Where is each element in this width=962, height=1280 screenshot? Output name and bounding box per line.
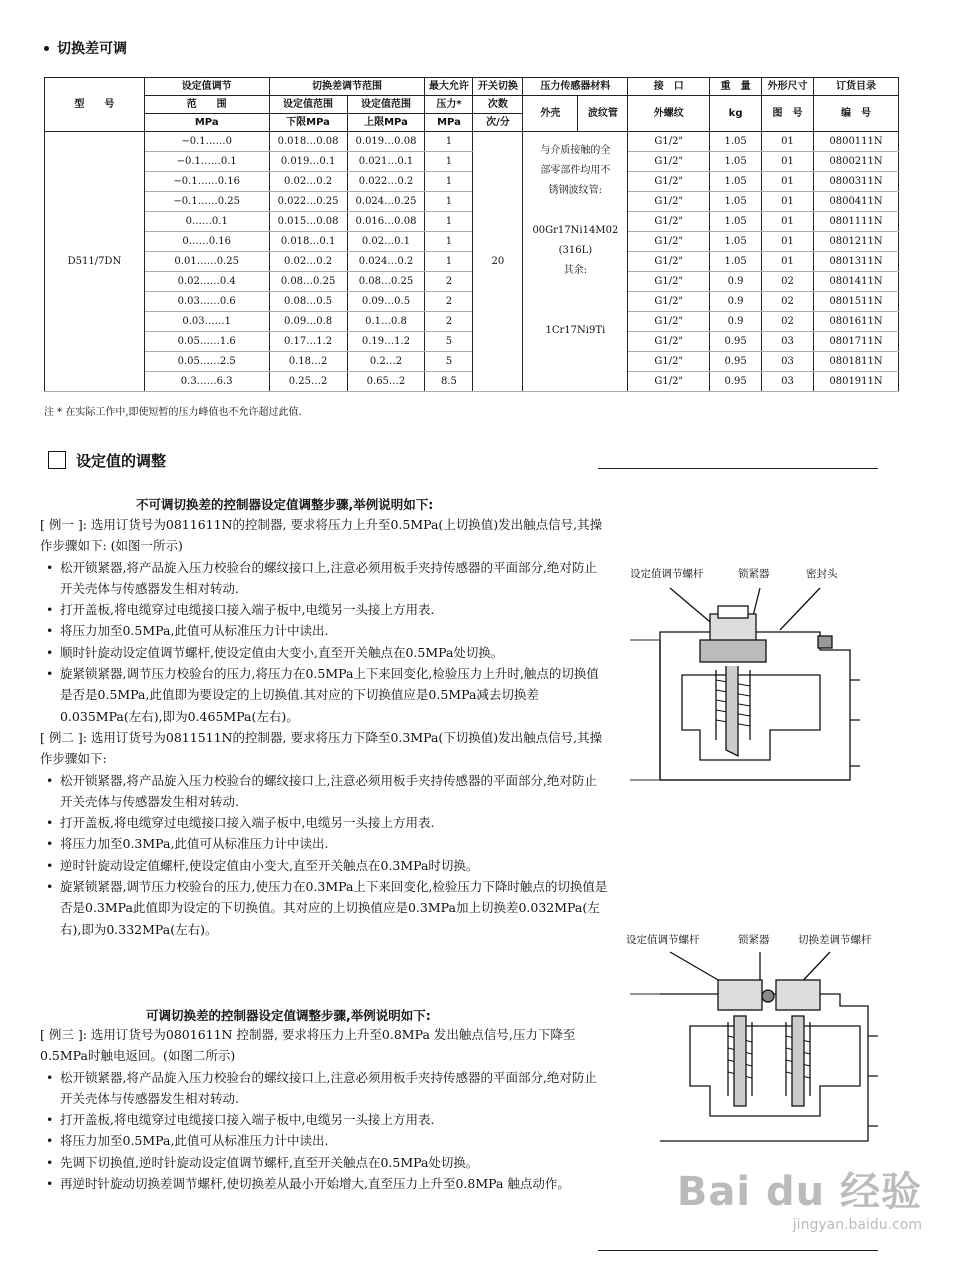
cell-order-no: 0801711N — [814, 332, 899, 352]
material-line: 与介质接触的全 — [540, 145, 611, 156]
cell-max-pressure: 8.5 — [425, 372, 473, 392]
procedure-block-1 — [40, 514, 608, 940]
cell-order-no: 0801211N — [814, 232, 899, 252]
cell-set-range: 0.05……1.6 — [144, 332, 269, 352]
step-item: • 松开锁紧器,将产品旋入压力校验台的螺纹接口上,注意必须用板手夹持传感器的平面部分,绝对防止开关壳体与传感器发生相对转动. — [40, 1067, 608, 1110]
cell-order-no: 0800311N — [814, 172, 899, 192]
cell-max-pressure: 1 — [425, 252, 473, 272]
figure-2 — [620, 928, 895, 1153]
cell-set-range: 0.03……1 — [144, 312, 269, 332]
table-row — [45, 312, 899, 332]
checkbox-icon — [48, 451, 66, 469]
table-row — [45, 372, 899, 392]
cell-diff-high: 0.08…0.25 — [347, 272, 425, 292]
step-item: • 松开锁紧器,将产品旋入压力校验台的螺纹接口上,注意必须用板手夹持传感器的平面部分,绝对防止开关壳体与传感器发生相对转动. — [40, 557, 608, 600]
step-item: • 先调下切换值,逆时针旋动设定值调节螺杆,直至开关触点在0.5MPa处切换。 — [40, 1152, 608, 1173]
cell-port: G1/2" — [628, 192, 710, 212]
cell-max-pressure: 1 — [425, 232, 473, 252]
step-item: • 打开盖板,将电缆穿过电缆接口接入端子板中,电缆另一头接上方用表. — [40, 599, 608, 620]
step-item: • 打开盖板,将电缆穿过电缆接口接入端子板中,电缆另一头接上方用表. — [40, 1109, 608, 1130]
subheading-1: 不可调切换差的控制器设定值调整步骤,举例说明如下: — [136, 497, 434, 512]
cell-max-pressure: 2 — [425, 312, 473, 332]
cell-dim: 01 — [762, 192, 814, 212]
cell-diff-low: 0.08…0.5 — [269, 292, 347, 312]
cell-set-range: 0.02……0.4 — [144, 272, 269, 292]
fig2-label-set-screw: 设定值调节螺杆 — [626, 934, 700, 946]
material-line: 1Cr17Ni9Ti — [545, 325, 606, 336]
subheading-2: 可调切换差的控制器设定值调整步骤,举例说明如下: — [146, 1008, 431, 1023]
cell-set-range: −0.1……0.1 — [144, 152, 269, 172]
cell-set-range: −0.1……0.16 — [144, 172, 269, 192]
cell-dim: 02 — [762, 272, 814, 292]
cell-port: G1/2" — [628, 152, 710, 172]
cell-dim: 01 — [762, 232, 814, 252]
cell-max-pressure: 1 — [425, 192, 473, 212]
cell-order-no: 0801811N — [814, 352, 899, 372]
watermark-url: jingyan.baidu.com — [792, 1217, 922, 1233]
cell-dim: 01 — [762, 132, 814, 152]
procedure-block-2 — [40, 1024, 608, 1194]
cell-dim: 03 — [762, 332, 814, 352]
fig1-label-lock: 锁紧器 — [738, 568, 770, 580]
cell-dim: 02 — [762, 292, 814, 312]
table-row — [45, 292, 899, 312]
cell-order-no: 0800211N — [814, 152, 899, 172]
spec-table: 型 号 设定值调节 切换差调节范围 最大允许 开关切换 压力传感器材料 接 口 重 量 外形尺寸 订货目录 范 围 设定值范围 设定值范围 压力* 次数 外壳 波纹管 外螺纹 kg 图 号 编 号 MPa 下限MPa 上限MPa MPa 次/分 D511/7DN −0.1……0 0.018…0.08 0.019…0.08 1 20 与介质接触的全 部零部件均用不 锈钢波纹管: 00Gr17Ni14M02 (316L) 其余: 1Cr17Ni9Ti G1/2" 1.05 01 0800111N −0.1……0.1 0.019…0.1 0.021…0.1 1 G1/2" 1.05 01 0800211N −0.1……0.16 0.02…0.2 0.022…0.2 1 G1/2" 1.05 01 0800311N −0.1……0.25 0.022…0.25 0.024…0.25 1 G1/2" 1.05 01 0800411N 0……0.1 0.015…0.08 0.016…0.08 1 G1/2" 1.05 01 0801111N 0……0.16 0.018…0.1 0.02…0.1 1 G1/2" 1.05 01 0801211N 0.01……0.25 0.02…0.2 0.024…0.2 1 G1/2" 1.05 01 0801311N 0.02……0.4 0.08…0.25 0.08…0.25 2 G1/2" 0.9 02 0801411N 0.03……0.6 0.08…0.5 0.09…0.5 2 G1/2" 0.9 02 0801511N 0.03……1 0.09…0.8 0.1…0.8 2 G1/2" 0.9 02 0801611N 0.05……1.6 0.17…1.2 0.19…1.2 5 G1/2" 0.95 03 0801711N 0.05……2.5 0.18…2 0.2…2 5 G1/2" 0.95 03 0801811N 0.3……6.3 0.25…2 0.65…2 8.5 G1/2" 0.95 03 0801911N — [44, 77, 899, 392]
cell-set-range: 0.01……0.25 — [144, 252, 269, 272]
cell-dim: 03 — [762, 372, 814, 392]
step-item: • 打开盖板,将电缆穿过电缆接口接入端子板中,电缆另一头接上方用表. — [40, 812, 608, 833]
step-item: • 将压力加至0.3MPa,此值可从标准压力计中读出. — [40, 833, 608, 854]
cell-diff-low: 0.17…1.2 — [269, 332, 347, 352]
cell-weight: 1.05 — [710, 132, 762, 152]
cell-max-pressure: 2 — [425, 292, 473, 312]
cell-set-range: −0.1……0 — [144, 132, 269, 152]
cell-diff-low: 0.25…2 — [269, 372, 347, 392]
cell-diff-high: 0.016…0.08 — [347, 212, 425, 232]
material-line: 00Gr17Ni14M02 — [532, 225, 619, 236]
step-item: • 逆时针旋动设定值螺杆,使设定值由小变大,直至开关触点在0.3MPa时切换。 — [40, 855, 608, 876]
cell-order-no: 0801411N — [814, 272, 899, 292]
section-title: 切换差可调 — [40, 38, 127, 58]
cell-max-pressure: 5 — [425, 352, 473, 372]
cell-order-no: 0800111N — [814, 132, 899, 152]
figure-1 — [620, 560, 880, 800]
cell-diff-high: 0.1…0.8 — [347, 312, 425, 332]
cell-diff-low: 0.018…0.1 — [269, 232, 347, 252]
table-row — [45, 212, 899, 232]
cell-set-range: 0……0.1 — [144, 212, 269, 232]
cell-set-range: 0.03……0.6 — [144, 292, 269, 312]
cell-dim: 01 — [762, 212, 814, 232]
material-line: 部零部件均用不 — [540, 165, 611, 176]
cell-port: G1/2" — [628, 352, 710, 372]
table-row — [45, 152, 899, 172]
table-row — [45, 332, 899, 352]
cell-dim: 03 — [762, 352, 814, 372]
cell-max-pressure: 1 — [425, 172, 473, 192]
footnote: 注 * 在实际工作中,即使短暂的压力峰值也不允许超过此值. — [44, 407, 302, 418]
step-item: • 再逆时针旋动切换差调节螺杆,使切换差从最小开始增大,直至压力上升至0.8MPa 触点动作。 — [40, 1173, 608, 1194]
cell-weight: 0.95 — [710, 332, 762, 352]
material-line — [525, 202, 625, 222]
cell-order-no: 0801311N — [814, 252, 899, 272]
fig1-drawing — [620, 580, 880, 800]
table-row — [45, 252, 899, 272]
cell-diff-high: 0.021…0.1 — [347, 152, 425, 172]
fig1-label-set-screw: 设定值调节螺杆 — [630, 568, 704, 580]
table-row — [45, 172, 899, 192]
watermark-logo: Bai du 经验 — [676, 1169, 922, 1215]
cell-diff-high: 0.022…0.2 — [347, 172, 425, 192]
cell-model: D511/7DN — [45, 132, 145, 392]
cell-order-no: 0800411N — [814, 192, 899, 212]
cell-port: G1/2" — [628, 332, 710, 352]
cell-order-no: 0801111N — [814, 212, 899, 232]
cell-diff-low: 0.022…0.25 — [269, 192, 347, 212]
th-model: 型 号 — [45, 78, 145, 132]
cell-port: G1/2" — [628, 252, 710, 272]
cell-diff-high: 0.024…0.2 — [347, 252, 425, 272]
cell-diff-low: 0.018…0.08 — [269, 132, 347, 152]
cell-dim: 02 — [762, 312, 814, 332]
cell-diff-low: 0.09…0.8 — [269, 312, 347, 332]
cell-set-range: 0.3……6.3 — [144, 372, 269, 392]
cell-order-no: 0801911N — [814, 372, 899, 392]
cell-port: G1/2" — [628, 132, 710, 152]
cell-max-pressure: 1 — [425, 152, 473, 172]
watermark — [677, 1160, 922, 1233]
cell-max-pressure: 1 — [425, 212, 473, 232]
cell-dim: 01 — [762, 172, 814, 192]
cell-max-pressure: 5 — [425, 332, 473, 352]
step-item: • 将压力加至0.5MPa,此值可从标准压力计中读出. — [40, 1130, 608, 1151]
material-line — [525, 282, 625, 302]
cell-port: G1/2" — [628, 372, 710, 392]
cell-weight: 1.05 — [710, 232, 762, 252]
cell-port: G1/2" — [628, 272, 710, 292]
step-item: • 松开锁紧器,将产品旋入压力校验台的螺纹接口上,注意必须用板手夹持传感器的平面部分,绝对防止开关壳体与传感器发生相对转动. — [40, 770, 608, 813]
cell-port: G1/2" — [628, 232, 710, 252]
step-item: • 旋紧锁紧器,调节压力校验台的压力,将压力在0.5MPa上下来回变化,检验压力上升时,触点的切换值是否是0.5MPa,此值即为要设定的上切换值.其对应的下切换值应是0.5MPa减去切换差0.035MPa(左右),即为0.465MPa(左右)。 — [40, 663, 608, 727]
cell-order-no: 0801611N — [814, 312, 899, 332]
divider-bottom — [598, 1250, 878, 1251]
cell-port: G1/2" — [628, 172, 710, 192]
cell-diff-low: 0.02…0.2 — [269, 172, 347, 192]
table-row — [45, 192, 899, 212]
step-item: • 将压力加至0.5MPa,此值可从标准压力计中读出. — [40, 620, 608, 641]
material-line: 其余: — [563, 265, 588, 276]
cell-diff-high: 0.024…0.25 — [347, 192, 425, 212]
cell-diff-high: 0.65…2 — [347, 372, 425, 392]
cell-port: G1/2" — [628, 312, 710, 332]
divider-top — [598, 468, 878, 469]
fig2-drawing — [620, 946, 895, 1151]
table-row — [45, 232, 899, 252]
cell-max-pressure: 1 — [425, 132, 473, 152]
example-heading: [ 例一 ]: 选用订货号为0811611N的控制器, 要求将压力上升至0.5MPa(上切换值)发出触点信号,其操作步骤如下: (如图一所示) — [40, 517, 603, 554]
fig1-label-seal: 密封头 — [806, 568, 838, 580]
material-line: (316L) — [558, 245, 593, 256]
cell-diff-low: 0.18…2 — [269, 352, 347, 372]
cell-order-no: 0801511N — [814, 292, 899, 312]
cell-weight: 1.05 — [710, 192, 762, 212]
cell-weight: 0.9 — [710, 312, 762, 332]
example-heading: [ 例二 ]: 选用订货号为0811511N的控制器, 要求将压力下降至0.3MPa(下切换值)发出触点信号,其操作步骤如下: — [40, 729, 603, 767]
cell-weight: 0.9 — [710, 292, 762, 312]
fig2-label-lock: 锁紧器 — [738, 934, 770, 946]
cell-diff-high: 0.2…2 — [347, 352, 425, 372]
table-row — [45, 272, 899, 292]
cell-frequency: 20 — [473, 132, 523, 392]
table-row — [45, 352, 899, 372]
cell-diff-high: 0.09…0.5 — [347, 292, 425, 312]
cell-weight: 1.05 — [710, 252, 762, 272]
fig2-label-diff-screw: 切换差调节螺杆 — [798, 934, 872, 946]
cell-diff-low: 0.015…0.08 — [269, 212, 347, 232]
cell-diff-high: 0.19…1.2 — [347, 332, 425, 352]
cell-set-range: −0.1……0.25 — [144, 192, 269, 212]
cell-max-pressure: 2 — [425, 272, 473, 292]
section2-title: 设定值的调整 — [48, 450, 166, 471]
cell-diff-low: 0.08…0.25 — [269, 272, 347, 292]
cell-diff-high: 0.019…0.08 — [347, 132, 425, 152]
cell-weight: 0.9 — [710, 272, 762, 292]
cell-diff-low: 0.019…0.1 — [269, 152, 347, 172]
material-line: 锈钢波纹管: — [548, 185, 603, 196]
cell-set-range: 0……0.16 — [144, 232, 269, 252]
step-item: • 旋紧锁紧器,调节压力校验台的压力,使压力在0.3MPa上下来回变化,检验压力下降时触点的切换值是否是0.3MPa此值即为设定的下切换值。其对应的上切换值应是0.3MPa加上切换差0.032MPa(左右),即为0.332MPa(左右)。 — [40, 876, 608, 940]
cell-port: G1/2" — [628, 292, 710, 312]
cell-diff-low: 0.02…0.2 — [269, 252, 347, 272]
cell-dim: 01 — [762, 152, 814, 172]
cell-weight: 1.05 — [710, 172, 762, 192]
cell-dim: 01 — [762, 252, 814, 272]
cell-port: G1/2" — [628, 212, 710, 232]
cell-weight: 0.95 — [710, 372, 762, 392]
cell-set-range: 0.05……2.5 — [144, 352, 269, 372]
cell-diff-high: 0.02…0.1 — [347, 232, 425, 252]
cell-weight: 1.05 — [710, 212, 762, 232]
cell-weight: 0.95 — [710, 352, 762, 372]
table-row — [45, 132, 899, 152]
cell-material — [523, 132, 628, 392]
material-line — [525, 302, 625, 322]
example-heading: [ 例三 ]: 选用订货号为0801611N 控制器, 要求将压力上升至0.8MPa 发出触点信号,压力下降至0.5MPa时触电返回。(如图二所示) — [40, 1027, 576, 1064]
cell-weight: 1.05 — [710, 152, 762, 172]
step-item: • 顺时针旋动设定值调节螺杆,使设定值由大变小,直至开关触点在0.5MPa处切换。 — [40, 642, 608, 663]
